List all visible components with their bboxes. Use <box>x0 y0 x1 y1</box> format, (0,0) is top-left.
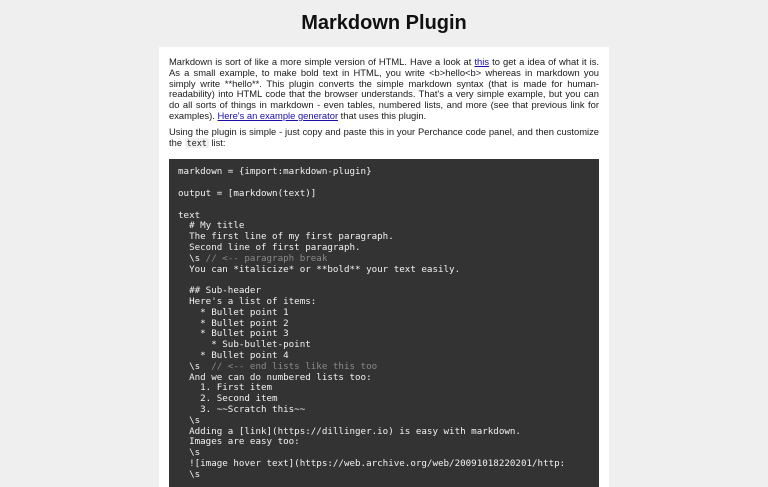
code-text: And we can do numbered lists too: <box>178 371 372 383</box>
intro-text: that uses this plugin. <box>338 109 427 121</box>
code-text: \s <box>178 414 201 426</box>
markdown-info-link[interactable]: this <box>474 56 490 67</box>
code-text: Images are easy too: <box>178 436 300 448</box>
code-text: \s <box>178 360 212 372</box>
code-line <box>178 459 599 470</box>
code-text: \s <box>178 447 201 459</box>
code-text: 2. Second item <box>178 393 278 405</box>
code-text: \s <box>178 252 206 264</box>
code-text: ![image hover text](https://web.archive.org/web/20091018220201/http: <box>178 457 566 469</box>
code-comment: // <-- paragraph break <box>205 252 328 264</box>
code-text: Second line of first paragraph. <box>178 241 361 253</box>
code-text: The first line of my first paragraph. <box>178 231 394 243</box>
code-text: text <box>178 209 201 221</box>
code-text: 1. First item <box>178 382 273 394</box>
intro-text: to get a idea of what it is. As a small example, to make bold text in HTML, you write <b>hello<b> whereas in markdown you simply write **hello**. This plugin converts the simple markdown syntax (that is made for human-readability) into HTML code that the browser understands. That's a very simple example, but you can do all sorts of things in markdown - even tables, numbered lists, and more (see that previous link for examples). <box>169 56 600 121</box>
code-text: markdown = {import:markdown-plugin} <box>178 166 372 178</box>
example-generator-link[interactable]: Here's an example generator <box>217 109 339 121</box>
code-comment: // <-- end lists like this too <box>211 360 378 372</box>
code-text: * Bullet point 3 <box>178 328 289 340</box>
code-text: You can *italicize* or **bold** your text easily. <box>178 263 461 275</box>
intro-text: Markdown is sort of like a more simple version of HTML. Have a look at <box>169 56 475 67</box>
usage-text: list: <box>208 136 226 148</box>
inline-code-text: text <box>186 137 207 148</box>
code-text: output = [markdown(text)] <box>178 187 317 199</box>
code-text: 3. ~~Scratch this~~ <box>178 403 306 415</box>
code-line <box>178 405 599 416</box>
code-text: ## Sub-header <box>178 285 261 297</box>
code-text: Here's a list of items: <box>178 295 317 307</box>
usage-paragraph <box>169 127 599 149</box>
code-text: * Sub-bullet-point <box>178 339 311 351</box>
page-title: Markdown Plugin <box>301 12 467 34</box>
code-line <box>178 265 599 276</box>
code-text: * Bullet point 1 <box>178 306 289 318</box>
content-card <box>159 47 609 487</box>
intro-paragraph <box>169 57 599 122</box>
code-text: Adding a [link](https://dillinger.io) is easy with markdown. <box>178 425 521 437</box>
code-text: \s <box>178 468 201 480</box>
code-text: * Bullet point 4 <box>178 349 289 361</box>
code-line <box>178 437 599 448</box>
code-line <box>178 189 599 200</box>
usage-text: Using the plugin is simple - just copy and paste this in your Perchance code panel, and then customize the <box>169 125 599 148</box>
code-text: * Bullet point 2 <box>178 317 289 329</box>
code-text: # My title <box>178 220 245 232</box>
code-block[interactable] <box>169 159 599 487</box>
code-line <box>178 200 599 211</box>
code-line <box>178 470 599 481</box>
code-line <box>178 167 599 178</box>
